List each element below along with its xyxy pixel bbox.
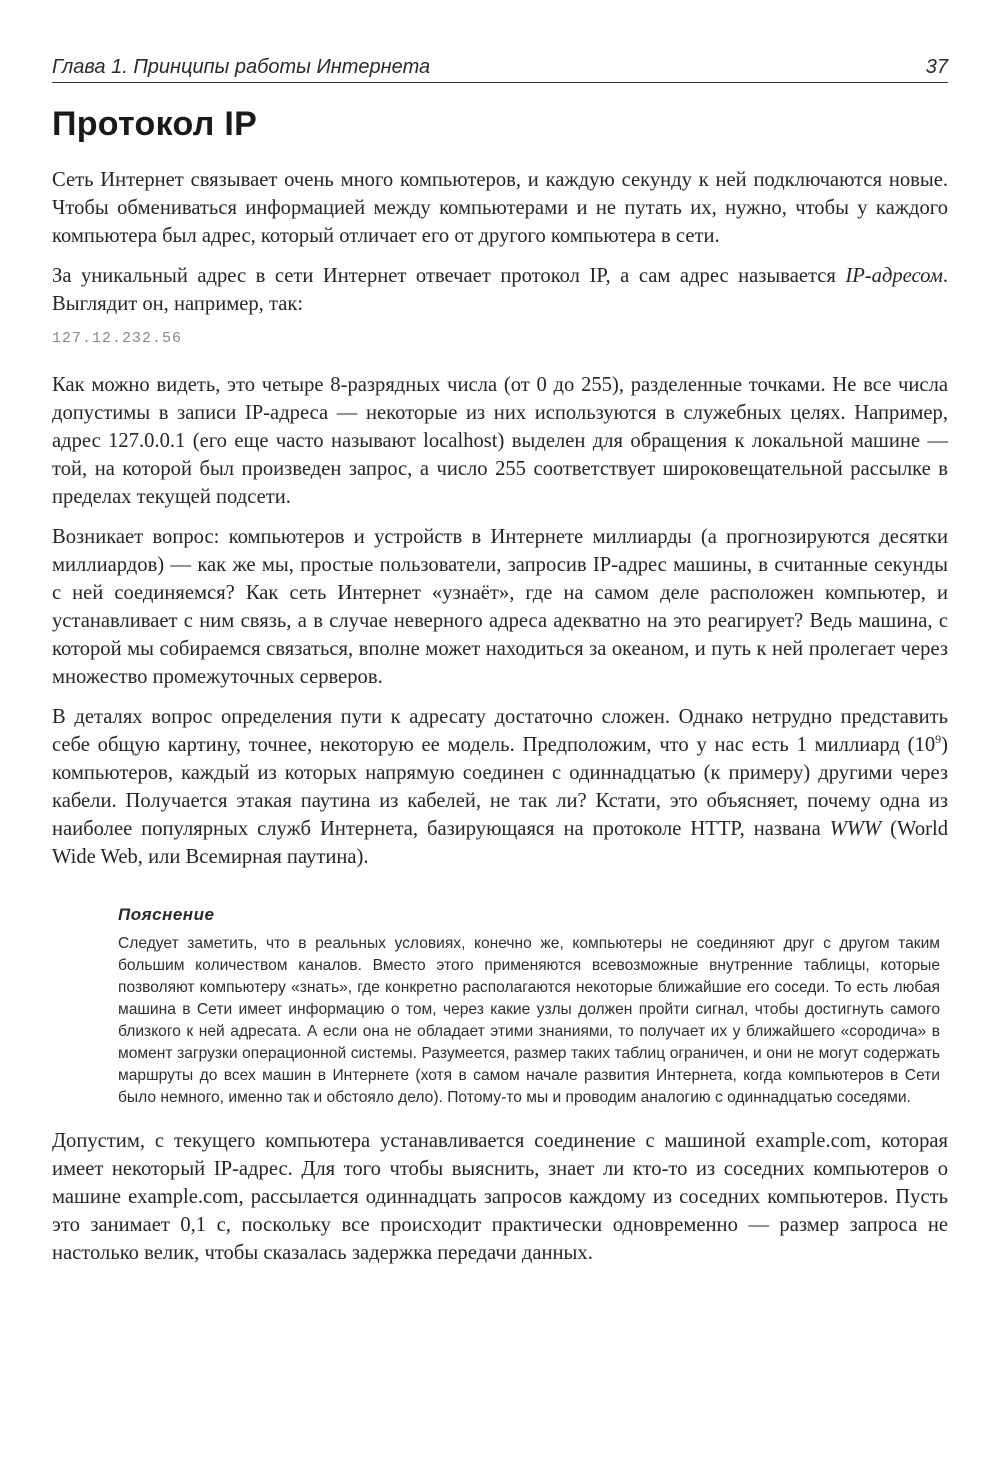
paragraph-2-text: За уникальный адрес в сети Интернет отвечает протокол IP, а сам адрес называется	[52, 265, 846, 287]
paragraph-1: Сеть Интернет связывает очень много компьютеров, и каждую секунду к ней подключаются новые. Чтобы обмениваться информацией между компьютерами и не путать их, нужно, чтобы у каждого компьютера был адрес, который отличает его от другого компьютера в сети.	[52, 169, 948, 247]
chapter-title: Глава 1. Принципы работы Интернета	[52, 56, 431, 78]
paragraph-5-text: В деталях вопрос определения пути к адресату достаточно сложен. Однако нетрудно представить себе общую картину, точнее, некоторую ее модель. Предположим, что у нас есть 1 миллиард (10	[52, 706, 948, 756]
paragraph-2-emphasis: IP-адресом	[845, 265, 943, 287]
running-header	[52, 56, 948, 83]
paragraph-5	[52, 703, 948, 871]
paragraph-5-tail: (World Wide Web, или Всемирная паутина).	[52, 818, 948, 868]
paragraph-5-emphasis: WWW	[829, 818, 882, 840]
paragraph-2-tail: . Выглядит он, например, так:	[52, 265, 948, 315]
ip-address-example: 127.12.232.56	[52, 330, 183, 347]
note-text: Следует заметить, что в реальных условиях, конечно же, компьютеры не соединяют друг с другом таким большим количеством каналов. Вместо этого применяются всевозможные внутренние таблицы, которые позволяют компьютеру «знать», где конкретно располагаются некоторые ближайшие его соседи. То есть любая машина в Сети имеет информацию о том, через какие узлы должен пройти сигнал, чтобы достигнуть самого близкого к ней адресата. А если она не обладает этими знаниями, то получает их у ближайшего «сородича» в момент загрузки операционной системы. Разумеется, размер таких таблиц ограничен, и они не могут содержать маршруты до всех машин в Интернете (хотя в самом начале развития Интернета, когда компьютеров в Сети было немного, именно так и обстояло дело). Потому-то мы и проводим аналогию с одиннадцатью соседями.	[118, 935, 940, 1106]
paragraph-5-text-2: ) компьютеров, каждый из которых напрямую соединен с одиннадцатью (к примеру) другими через кабели. Получается этакая паутина из кабелей, не так ли? Кстати, это объясняет, почему одна из наиболее популярных служб Интернета, базирующаяся на протоколе HTTP, названа	[52, 734, 948, 840]
page-number: 37	[925, 56, 948, 78]
paragraph-4: Возникает вопрос: компьютеров и устройств в Интернете миллиарды (а прогнозируются десятки миллиардов) — как же мы, простые пользователи, запросив IP-адрес машины, в считанные секунды с ней соединяемся? Как сеть Интернет «узнаёт», где на самом деле расположен компьютер, и устанавливает с ним связь, а в случае неверного адреса адекватно на это реагирует? Ведь машина, с которой мы собираемся связаться, вполне может находиться за океаном, и путь к ней пролегает через множество промежуточных серверов.	[52, 526, 948, 688]
note-block	[118, 905, 940, 1109]
paragraph-3: Как можно видеть, это четыре 8-разрядных числа (от 0 до 255), разделенные точками. Не все числа допустимы в записи IP-адреса — некоторые из них используются в служебных целях. Например, адрес 127.0.0.1 (его еще часто называют localhost) выделен для обращения к локальной машине — той, на которой был произведен запрос, а число 255 соответствует широковещательной рассылке в пределах текущей подсети.	[52, 374, 948, 508]
book-page	[52, 56, 948, 1279]
exponent: 9	[935, 732, 942, 747]
section-title: Протокол IP	[52, 105, 258, 143]
paragraph-2	[52, 262, 948, 318]
note-title: Пояснение	[118, 905, 215, 924]
paragraph-6: Допустим, с текущего компьютера устанавливается соединение с машиной example.com, которая имеет некоторый IP-адрес. Для того чтобы выяснить, знает ли кто-то из соседних компьютеров о машине example.com, рассылается одиннадцать запросов каждому из соседних компьютеров. Пусть это занимает 0,1 с, поскольку все происходит практически одновременно — размер запроса не настолько велик, чтобы сказалась задержка передачи данных.	[52, 1130, 948, 1264]
